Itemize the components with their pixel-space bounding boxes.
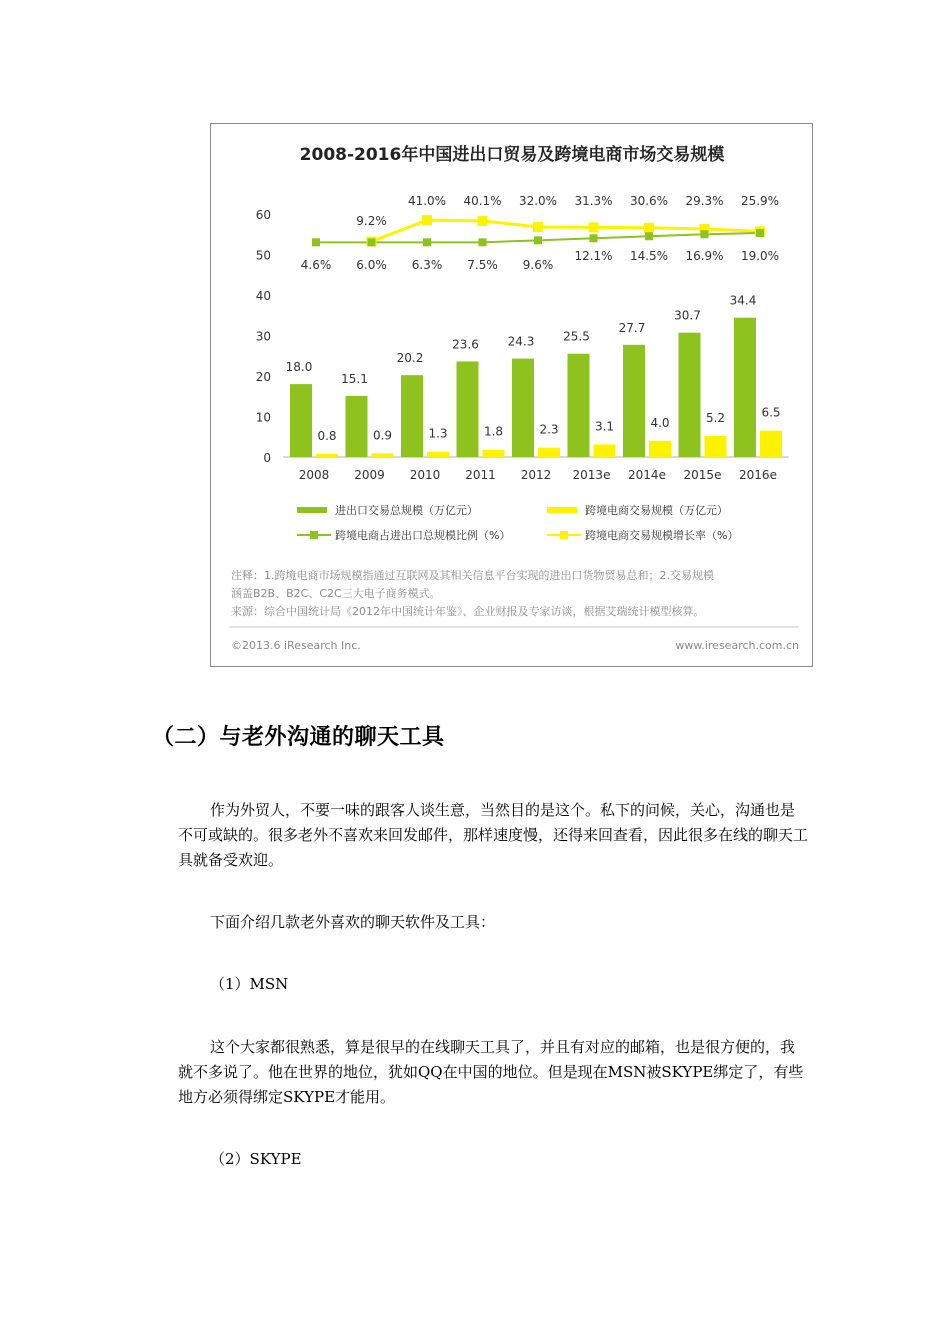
x-tick-label: 2014e <box>628 468 666 482</box>
bar-crossborder <box>316 454 338 457</box>
paragraph-intro: 作为外贸人，不要一味的跟客人谈生意，当然目的是这个。私下的问候，关心，沟通也是不可或缺的。很多老外不喜欢来回发邮件，那样速度慢，还得来回查看，因此很多在线的聊天工具就备受欢迎。 <box>178 801 809 869</box>
bar-crossborder-value-label: 5.2 <box>705 410 726 425</box>
bar-crossborder <box>483 450 505 457</box>
bar-crossborder-value-label: 1.3 <box>428 426 448 441</box>
label-growth-rate: 9.2% <box>356 214 387 228</box>
legend-swatch-marker <box>310 531 318 539</box>
bar-crossborder <box>538 448 560 457</box>
x-tick-label: 2013e <box>572 468 611 482</box>
section-heading: （二）与老外沟通的聊天工具 <box>152 725 445 750</box>
bar-crossborder-value-label: 1.8 <box>483 424 504 439</box>
bar-crossborder-value-label: 4.0 <box>650 415 670 430</box>
label-share-ratio: 19.0% <box>740 249 780 263</box>
bar-trade-value-label: 18.0 <box>285 360 313 375</box>
label-share-ratio: 14.5% <box>629 249 669 263</box>
bar-crossborder <box>594 444 616 457</box>
label-share-ratio: 16.9% <box>685 249 724 263</box>
label-share-ratio: 6.0% <box>356 258 387 272</box>
label-growth-rate: 32.0% <box>518 194 558 208</box>
x-tick-label: 2015e <box>683 468 722 482</box>
bar-trade-value-label: 24.3 <box>507 334 535 349</box>
label-share-ratio: 7.5% <box>467 258 498 272</box>
paragraph-list-intro: 下面介绍几款老外喜欢的聊天软件及工具： <box>210 913 496 931</box>
bar-trade-value-label: 20.2 <box>396 351 424 366</box>
bar-trade-value-label: 23.6 <box>452 337 479 352</box>
x-tick-label: 2012 <box>520 468 552 482</box>
bar-trade-value-label: 27.7 <box>618 320 646 335</box>
x-tick-label: 2011 <box>465 468 496 482</box>
bar-crossborder <box>760 431 782 457</box>
bar-crossborder-value-label: 0.9 <box>372 428 393 443</box>
list-item-skype: （2）SKYPE <box>210 1150 302 1168</box>
list-item-msn: （1）MSN <box>210 975 289 993</box>
bar-trade <box>568 354 590 457</box>
bar-crossborder-value-label: 2.3 <box>539 422 559 437</box>
bar-crossborder-value-label: 0.8 <box>317 428 337 443</box>
chart-legend <box>297 503 738 542</box>
marker-growth-rate <box>644 223 654 233</box>
bar-trade-value-label: 30.7 <box>674 308 701 323</box>
bar-trade-value-label: 25.5 <box>563 329 590 344</box>
bar-trade <box>623 345 645 457</box>
marker-growth-rate <box>589 222 599 232</box>
x-tick-label: 2009 <box>354 468 385 482</box>
bar-trade <box>512 359 534 457</box>
bar-crossborder-value-label: 6.5 <box>761 405 781 420</box>
y-tick-label: 60 <box>255 208 271 222</box>
label-growth-rate: 30.6% <box>629 194 669 208</box>
chart-copyright: ©2013.6 iResearch Inc. <box>231 639 361 652</box>
y-tick-label: 40 <box>255 289 271 303</box>
chart-svg <box>211 124 814 668</box>
marker-share-ratio <box>423 238 431 246</box>
chart-note-line1: 注释：1.跨境电商市场规模指通过互联网及其相关信息平台实现的进出口货物贸易总和；2.交易规模 <box>231 569 714 582</box>
bar-crossborder <box>427 452 449 457</box>
chart-website: www.iresearch.com.cn <box>675 639 799 652</box>
bar-trade <box>401 375 423 457</box>
bar-trade-value-label: 34.4 <box>729 293 757 308</box>
legend-swatch-marker <box>560 531 568 539</box>
y-tick-label: 10 <box>255 410 271 425</box>
chart-source: 来源：综合中国统计局《2012年中国统计年鉴》、企业财报及专家访谈，根据艾瑞统计模型核算。 <box>231 605 705 618</box>
label-share-ratio: 9.6% <box>522 258 554 272</box>
label-growth-rate: 31.3% <box>574 194 613 208</box>
bar-trade <box>679 333 701 457</box>
legend-label: 进出口交易总规模（万亿元） <box>335 504 478 517</box>
marker-growth-rate <box>422 215 432 225</box>
marker-share-ratio <box>368 238 376 246</box>
y-tick-label: 50 <box>255 248 271 263</box>
bar-crossborder <box>372 453 394 457</box>
marker-growth-rate <box>533 222 543 232</box>
legend-swatch <box>547 507 577 513</box>
chart-plot <box>256 194 789 482</box>
y-tick-label: 20 <box>255 370 271 384</box>
bar-crossborder <box>705 436 727 457</box>
paragraph-msn: 这个大家都很熟悉，算是很早的在线聊天工具了，并且有对应的邮箱，也是很方便的，我就不多说了。他在世界的地位，犹如QQ在中国的地位。但是现在MSN被SKYPE绑定了，有些地方必须得绑定SKYPE才能用。 <box>178 1038 804 1106</box>
chart-figure <box>210 123 813 667</box>
y-tick-label: 30 <box>255 329 271 344</box>
y-tick-label: 0 <box>263 451 271 465</box>
legend-label: 跨境电商占进出口总规模比例（%） <box>335 529 511 542</box>
x-tick-label: 2008 <box>298 468 330 482</box>
chart-title: 2008-2016年中国进出口贸易及跨境电商市场交易规模 <box>299 145 725 165</box>
x-tick-label: 2016e <box>739 468 777 482</box>
bar-crossborder-value-label: 3.1 <box>594 419 615 434</box>
label-growth-rate: 25.9% <box>740 194 780 208</box>
marker-share-ratio <box>645 232 653 240</box>
legend-label: 跨境电商交易规模增长率（%） <box>585 529 739 542</box>
marker-growth-rate <box>478 216 488 226</box>
bar-trade <box>290 384 312 457</box>
label-growth-rate: 40.1% <box>463 194 502 208</box>
label-share-ratio: 12.1% <box>574 249 613 263</box>
label-growth-rate: 29.3% <box>685 194 724 208</box>
label-share-ratio: 4.6% <box>300 258 332 272</box>
marker-share-ratio <box>756 229 764 237</box>
marker-share-ratio <box>534 236 542 244</box>
bar-trade <box>457 361 479 457</box>
legend-swatch <box>297 507 327 513</box>
bar-crossborder <box>649 441 671 457</box>
marker-share-ratio <box>701 230 709 238</box>
marker-share-ratio <box>312 238 320 246</box>
bar-trade <box>346 396 368 457</box>
marker-share-ratio <box>479 238 487 246</box>
marker-share-ratio <box>590 234 598 242</box>
label-share-ratio: 6.3% <box>411 258 443 272</box>
chart-note-line2: 涵盖B2B、B2C、C2C三大电子商务模式。 <box>231 587 441 600</box>
bar-trade <box>734 318 756 457</box>
bar-trade-value-label: 15.1 <box>341 371 368 386</box>
legend-label: 跨境电商交易规模（万亿元） <box>585 504 728 517</box>
x-tick-label: 2010 <box>409 468 441 482</box>
label-growth-rate: 41.0% <box>407 194 447 208</box>
